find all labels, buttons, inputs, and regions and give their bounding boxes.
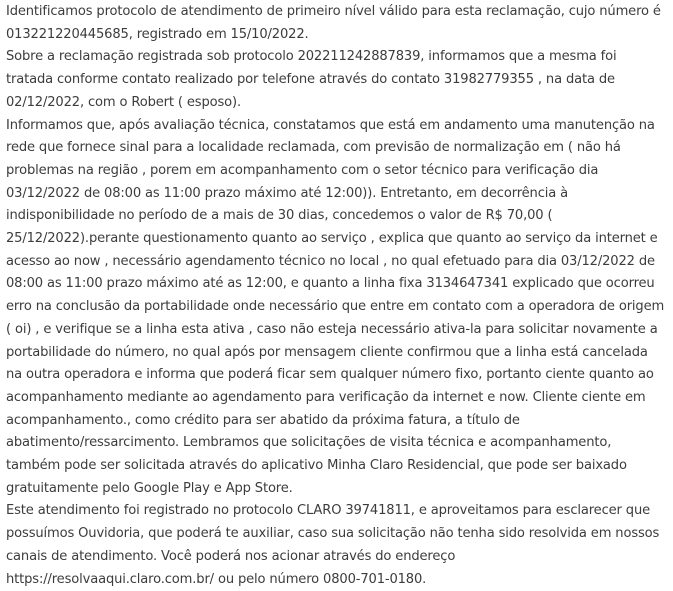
paragraph-protocol-identification: Identificamos protocolo de atendimento de primeiro nível válido para esta reclamação, cujo número é 013221220445685, registrado em 15/10/2022. — [6, 4, 661, 42]
paragraph-ombudsman-info: Este atendimento foi registrado no protocolo CLARO 39741811, e aproveitamos para esclarecer que possuímos Ouvidoria, que poderá te auxiliar, caso sua solicitação não tenha sido resolvida em nossos canais de atendimento. Você poderá nos acionar através do endereço https://resolvaaqui.claro.com.br/ ou pelo número 0800-701-0180. — [6, 503, 660, 587]
paragraph-complaint-contact: Sobre a reclamação registrada sob protocolo 202211242887839, informamos que a mesma foi tratada conforme contato realizado por telefone através do contato 31982779355 , na data de 02/12/2022, com o Robert ( esposo). — [6, 49, 617, 110]
paragraph-technical-evaluation: Informamos que, após avaliação técnica, constatamos que está em andamento uma manutenção na rede que fornece sinal para a localidade reclamada, com previsão de normalização em ( não há problemas na região , porem em acompanhamento com o setor técnico para verificação dia 03/12/2022 de 08:00 as 11:00 prazo máximo até 12:00)). Entretanto, em decorrência à indisponibilidade no período de a mais de 30 dias, concedemos o valor de R$ 70,00 ( 25/12/2022).perante questionamento quanto ao serviço , explica que quanto ao serviço da internet e acesso ao now , necessário agendamento técnico no local , no qual efetuado para dia 03/12/2022 de 08:00 as 11:00 prazo máximo até as 12:00, e quanto a linha fixa 3134647341 explicado que ocorreu erro na conclusão da portabilidade onde necessário que entre em contato com a operadora de origem ( oi) , e verifique se a linha esta ativa , caso não esteja necessário ativa-la para solicitar novamente a portabilidade do número, no qual após por mensagem cliente confirmou que a linha está cancelada na outra operadora e informa que poderá ficar sem qualquer número fixo, portanto ciente quanto ao acompanhamento mediante ao agendamento para verificação da internet e now. Cliente ciente em acompanhamento., como crédito para ser abatido da próxima fatura, a título de abatimento/ressarcimento. Lembramos que solicitações de visita técnica e acompanhamento, também pode ser solicitada através do aplicativo Minha Claro Residencial, que pode ser baixado gratuitamente pelo Google Play e App Store. — [6, 117, 665, 496]
